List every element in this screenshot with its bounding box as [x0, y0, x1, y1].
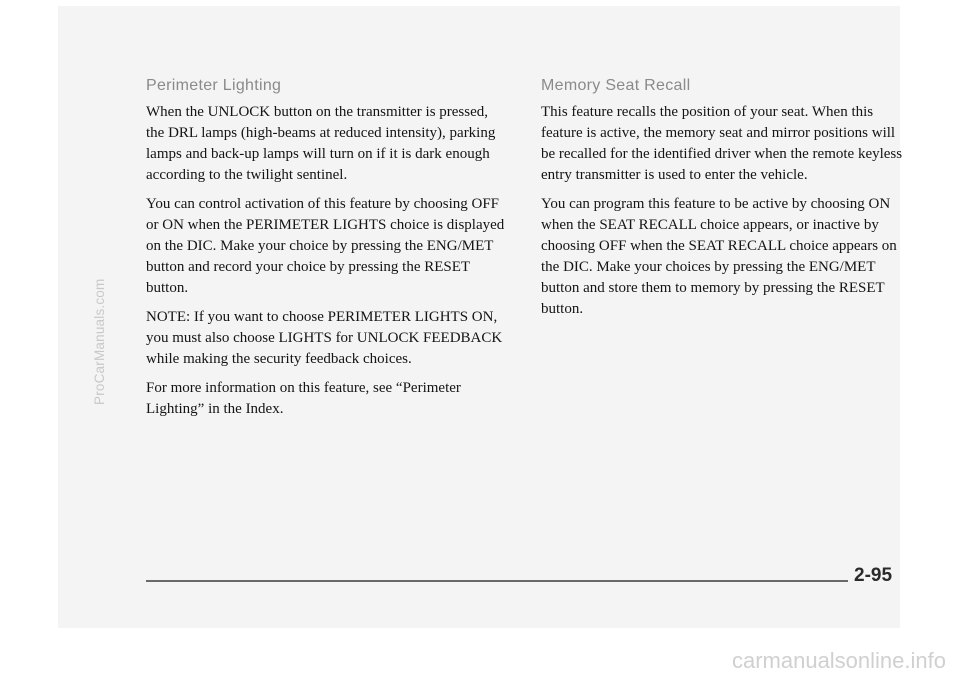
left-column — [146, 76, 506, 428]
page-number: 2-95 — [854, 565, 893, 586]
right-column — [541, 76, 911, 328]
bottom-watermark: carmanualsonline.info — [731, 648, 946, 673]
paragraph: This feature recalls the position of your seat. When this feature is active, the memory seat and mirror positions will be recalled for the identified driver when the remote keyless entry transmitter is used to enter the vehicle. — [541, 104, 903, 183]
footer-rule — [146, 580, 848, 582]
paragraph: You can control activation of this feature by choosing OFF or ON when the PERIMETER LIGHTS choice is displayed on the DIC. Make your choice by pressing the ENG/MET button and record your choice by pressing the RESET button. — [146, 196, 505, 296]
paragraph: When the UNLOCK button on the transmitter is pressed, the DRL lamps (high-beams at reduced intensity), parking lamps and back-up lamps will turn on if it is dark enough according to the twilight sentinel. — [146, 104, 496, 183]
manual-page — [58, 6, 903, 628]
section-heading-memory-seat-recall: Memory Seat Recall — [541, 77, 691, 94]
paragraph: For more information on this feature, see “Perimeter Lighting” in the Index. — [146, 380, 461, 417]
paragraph-note: NOTE: If you want to choose PERIMETER LIGHTS ON, you must also choose LIGHTS for UNLOCK FEEDBACK while making the security feedback choices. — [146, 309, 503, 367]
vertical-watermark: ProCarManuals.com — [92, 278, 107, 405]
section-heading-perimeter-lighting: Perimeter Lighting — [146, 77, 282, 94]
paragraph: You can program this feature to be active by choosing ON when the SEAT RECALL choice appears, or inactive by choosing OFF when the SEAT RECALL choice appears on the DIC. Make your choices by pressing the ENG/MET button and store them to memory by pressing the RESET button. — [541, 196, 897, 317]
